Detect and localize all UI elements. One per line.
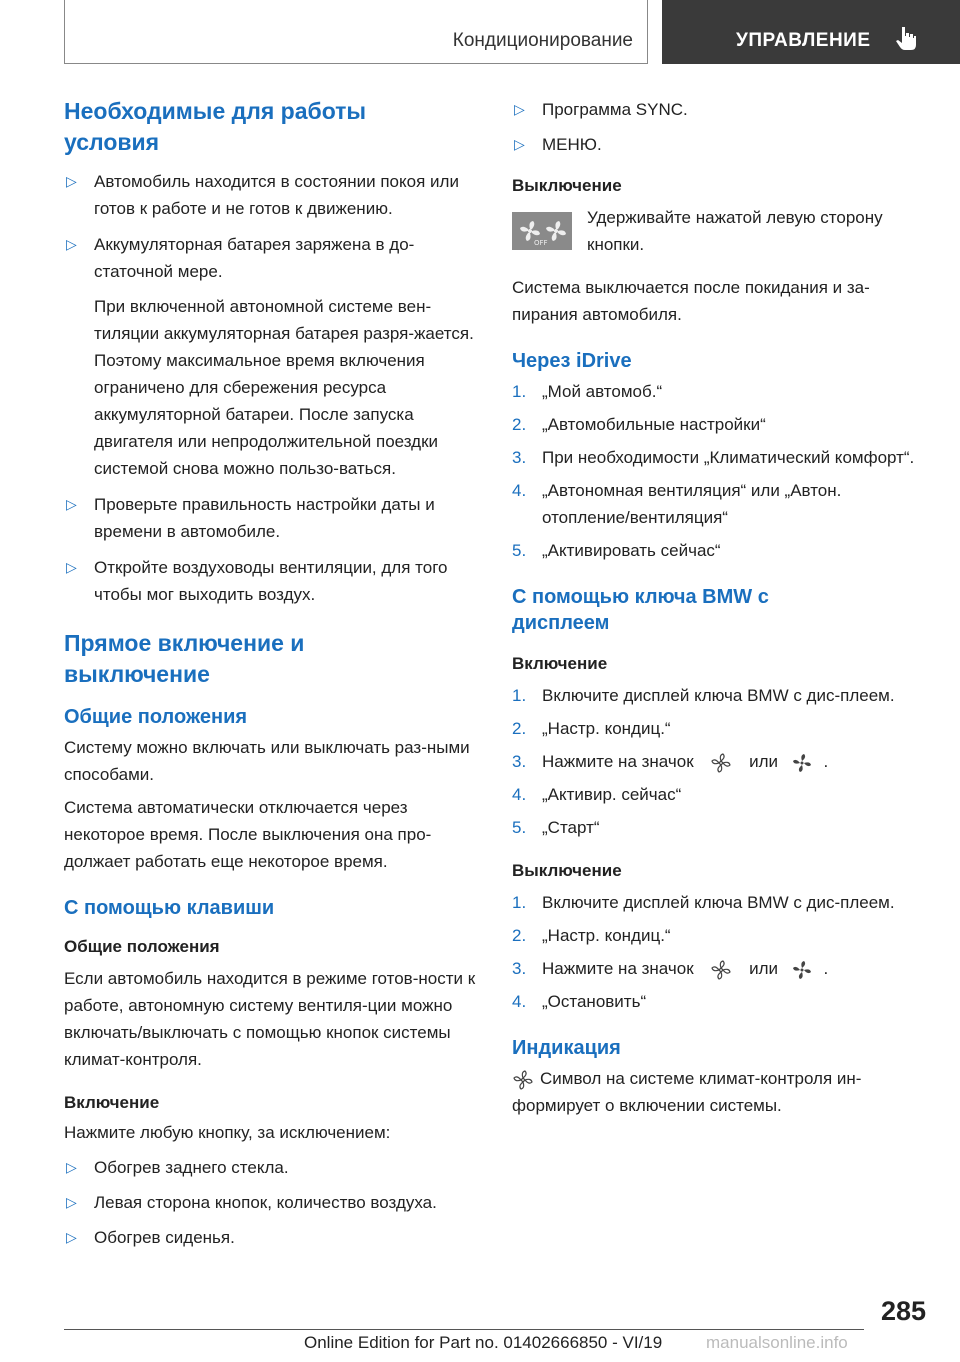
heading-key-off: Выключение [512,861,622,880]
fan-auto-icon [791,959,813,981]
heading-idrive: Через iDrive [512,350,632,372]
heading-key-on: Включение [512,654,608,673]
heading-general-2: Общие положения [64,937,220,956]
requirements-note: При включенной автономной системе вен-тиляции аккумуляторная батарея разря-жается. Поэтому максимальное время включения ограничено для сбережения ресурса аккумуляторной батареи. После запуска двигателя или непродолжительной поездки системой снова можно пользо-ваться. [94,297,474,478]
heading-requirements: Необходимые для работы условия [64,98,367,155]
header-chapter-tab [662,0,960,64]
on-paragraph: Нажмите любую кнопку, за исключением: [64,1123,391,1142]
list-item: ▷ Автомобиль находится в состоянии покоя или готов к работе и не готов к движению. [64,168,484,222]
heading-button: С помощью клавиши [64,897,275,919]
header-chapter-title: УПРАВЛЕНИЕ [736,30,871,51]
watermark: manualsonline.info [706,1333,848,1352]
list-item: 1. Включите дисплей ключа BMW с дис-плеем. [512,686,895,705]
list-item: ▷ Обогрев заднего стекла. [64,1154,484,1181]
off-paragraph: Система выключается после покидания и за-пирания автомобиля. [512,278,870,324]
triangle-bullet-icon: ▷ [66,236,77,252]
list-item: 4. „Автономная вентиляция“ или „Автон. отопление/вентиляция“ [512,481,842,527]
general-paragraph-1: Систему можно включать или выключать раз-ными способами. [64,738,470,784]
heading-display: Индикация [512,1037,621,1059]
footer-divider [64,1329,864,1330]
header-section-title: Кондиционирование [452,30,633,51]
fan-icon [710,959,732,981]
triangle-bullet-icon: ▷ [66,1159,77,1175]
triangle-bullet-icon: ▷ [66,1194,77,1210]
triangle-bullet-icon: ▷ [514,136,525,152]
left-column [64,96,484,1251]
fan-auto-icon [791,752,813,774]
fan-icon [710,752,732,774]
svg-text:OFF: OFF [534,239,548,247]
button-paragraph: Если автомобиль находится в режиме готов-ности к работе, автономную систему вентиля-ции можно включать/выключать с помощью кнопок системы климат-контроля. [64,969,476,1069]
heading-general: Общие положения [64,706,248,728]
list-item: 1. „Мой автомоб.“ [512,382,663,401]
heading-direct: Прямое включение и выключение [64,630,305,687]
fan-icon [512,1069,534,1091]
list-item: ▷ Откройте воздуховоды вентиляции, для того чтобы мог выходить воздух. [64,554,484,608]
triangle-bullet-icon: ▷ [66,496,77,512]
list-item: 5. „Старт“ [512,818,600,837]
list-item: ▷ Левая сторона кнопок, количество воздуха. [64,1189,484,1216]
hand-pointer-icon [896,25,918,51]
display-paragraph: Символ на системе климат-контроля ин-формирует о включении системы. [512,1069,862,1115]
list-item: ▷ Обогрев сиденья. [64,1224,484,1251]
header-section-tab [64,0,648,64]
list-item: 2. „Настр. кондиц.“ [512,926,671,945]
list-item: 4. „Остановить“ [512,992,647,1011]
triangle-bullet-icon: ▷ [66,1229,77,1245]
general-paragraph-2: Система автоматически отключается через некоторое время. После выключения она про-должает работать еще некоторое время. [64,798,432,871]
triangle-bullet-icon: ▷ [66,173,77,189]
list-item: 3. Нажмите на значок или . [512,748,922,775]
triangle-bullet-icon: ▷ [514,101,525,117]
list-item: 2. „Настр. кондиц.“ [512,719,671,738]
off-hold-text: Удерживайте нажатой левую сторону кнопки. [587,208,883,254]
list-item: 1. Включите дисплей ключа BMW с дис-плеем. [512,893,895,912]
list-item: ▷ Проверьте правильность настройки даты и времени в автомобиле. [64,491,484,545]
fan-off-button-icon [512,212,572,250]
page-number: 285 [880,1296,926,1326]
list-item: ▷ Аккумуляторная батарея заряжена в до-статочной мере. [64,231,484,285]
list-item: 5. „Активировать сейчас“ [512,541,721,560]
triangle-bullet-icon: ▷ [66,559,77,575]
heading-key: С помощью ключа BMW с дисплеем [512,586,769,634]
heading-off: Выключение [512,176,622,195]
right-column [512,96,922,1119]
list-item: ▷ МЕНЮ. [512,131,922,158]
list-item: 2. „Автомобильные настройки“ [512,415,766,434]
list-item: 3. Нажмите на значок или . [512,955,922,982]
list-item: 3. При необходимости „Климатический комфорт“. [512,448,915,467]
list-item: 4. „Активир. сейчас“ [512,785,682,804]
edition-text: Online Edition for Part no. 01402666850 - VI/19 [304,1333,663,1352]
list-item: ▷ Программа SYNC. [512,96,922,123]
off-button-row [512,204,922,262]
heading-on: Включение [64,1093,160,1112]
